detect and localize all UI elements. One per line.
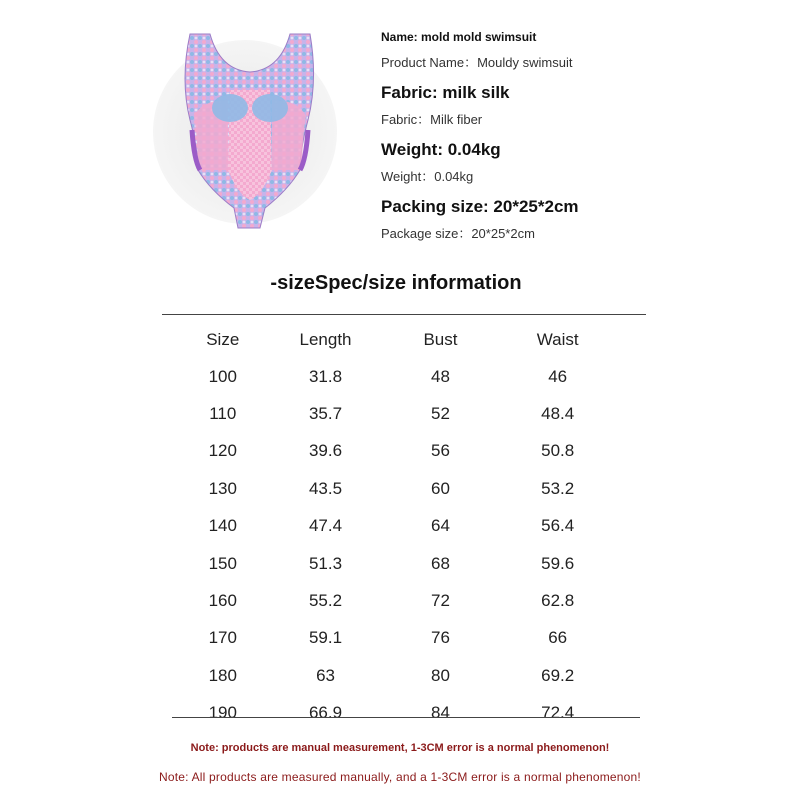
- table-bottom-divider: [172, 717, 640, 718]
- cell-waist: 53.2: [541, 478, 575, 498]
- cell-waist: 69.2: [541, 665, 575, 685]
- table-row: [180, 508, 620, 545]
- cell-size: 110: [209, 404, 237, 424]
- cell-size: 160: [208, 591, 237, 611]
- product-info: [381, 30, 781, 242]
- table-row: [180, 358, 620, 395]
- table-row: [180, 395, 620, 432]
- size-table: [180, 322, 620, 732]
- table-top-divider: [162, 314, 646, 315]
- cell-length: 43.5: [308, 478, 343, 498]
- product-image-swimsuit: [150, 20, 350, 240]
- cell-waist: 66: [548, 628, 568, 648]
- package-size-translation: Package size：20*25*2cm: [381, 226, 535, 241]
- table-row: [180, 657, 620, 694]
- header-length: Length: [299, 330, 352, 349]
- cell-size: 100: [208, 366, 237, 386]
- cell-bust: 68: [430, 553, 450, 573]
- weight-translation: Weight：0.04kg: [381, 169, 474, 184]
- cell-size: 130: [208, 478, 237, 498]
- cell-waist: 72.4: [541, 703, 575, 723]
- fabric-translation: Fabric：Milk fiber: [381, 112, 483, 127]
- cell-length: 35.7: [308, 404, 343, 424]
- swimsuit-right-cup: [252, 94, 288, 122]
- table-row: [180, 470, 620, 507]
- cell-size: 140: [208, 516, 237, 536]
- cell-size: 180: [208, 665, 237, 685]
- cell-bust: 60: [430, 478, 450, 498]
- cell-length: 63: [316, 665, 335, 685]
- product-name-line: Name: mold mold swimsuit: [381, 30, 537, 44]
- measurement-note-bold: Note: products are manual measurement, 1-3CM error is a normal phenomenon!: [190, 742, 610, 754]
- cell-size: 120: [208, 441, 237, 461]
- cell-length: 39.6: [308, 441, 343, 461]
- table-row: [180, 620, 620, 657]
- header-size: Size: [206, 330, 240, 349]
- cell-bust: 80: [430, 665, 450, 685]
- measurement-note: Note: All products are measured manually, and a 1-3CM error is a normal phenomenon!: [159, 770, 641, 784]
- size-table-header: [180, 322, 620, 358]
- cell-waist: 50.8: [541, 441, 575, 461]
- cell-waist: 48.4: [541, 404, 575, 424]
- cell-waist: 62.8: [541, 591, 575, 611]
- weight-heading: Weight: 0.04kg: [381, 140, 501, 159]
- header-bust: Bust: [423, 330, 458, 349]
- table-row: [180, 545, 620, 582]
- table-row: [180, 433, 620, 470]
- swimsuit-left-cup: [212, 94, 248, 122]
- cell-bust: 72: [430, 591, 450, 611]
- cell-bust: 48: [430, 366, 450, 386]
- cell-length: 66.9: [308, 703, 343, 723]
- product-name-translation: Product Name：Mouldy swimsuit: [381, 55, 573, 70]
- cell-length: 31.8: [308, 366, 343, 386]
- cell-bust: 64: [430, 516, 450, 536]
- cell-size: 170: [208, 628, 237, 648]
- cell-waist: 56.4: [541, 516, 575, 536]
- cell-bust: 84: [430, 703, 450, 723]
- cell-length: 47.4: [308, 516, 343, 536]
- cell-size: 190: [208, 703, 237, 723]
- cell-length: 51.3: [308, 553, 343, 573]
- cell-bust: 56: [430, 441, 450, 461]
- cell-length: 55.2: [308, 591, 343, 611]
- cell-size: 150: [208, 553, 237, 573]
- size-info-title: -sizeSpec/size information: [270, 272, 522, 294]
- packing-size-heading: Packing size: 20*25*2cm: [381, 197, 579, 216]
- cell-waist: 46: [548, 366, 568, 386]
- cell-waist: 59.6: [541, 553, 575, 573]
- cell-bust: 52: [430, 404, 450, 424]
- header-waist: Waist: [536, 330, 579, 349]
- cell-length: 59.1: [308, 628, 343, 648]
- cell-bust: 76: [430, 628, 450, 648]
- table-row: [180, 582, 620, 619]
- fabric-heading: Fabric: milk silk: [381, 83, 510, 102]
- table-row: [180, 695, 620, 732]
